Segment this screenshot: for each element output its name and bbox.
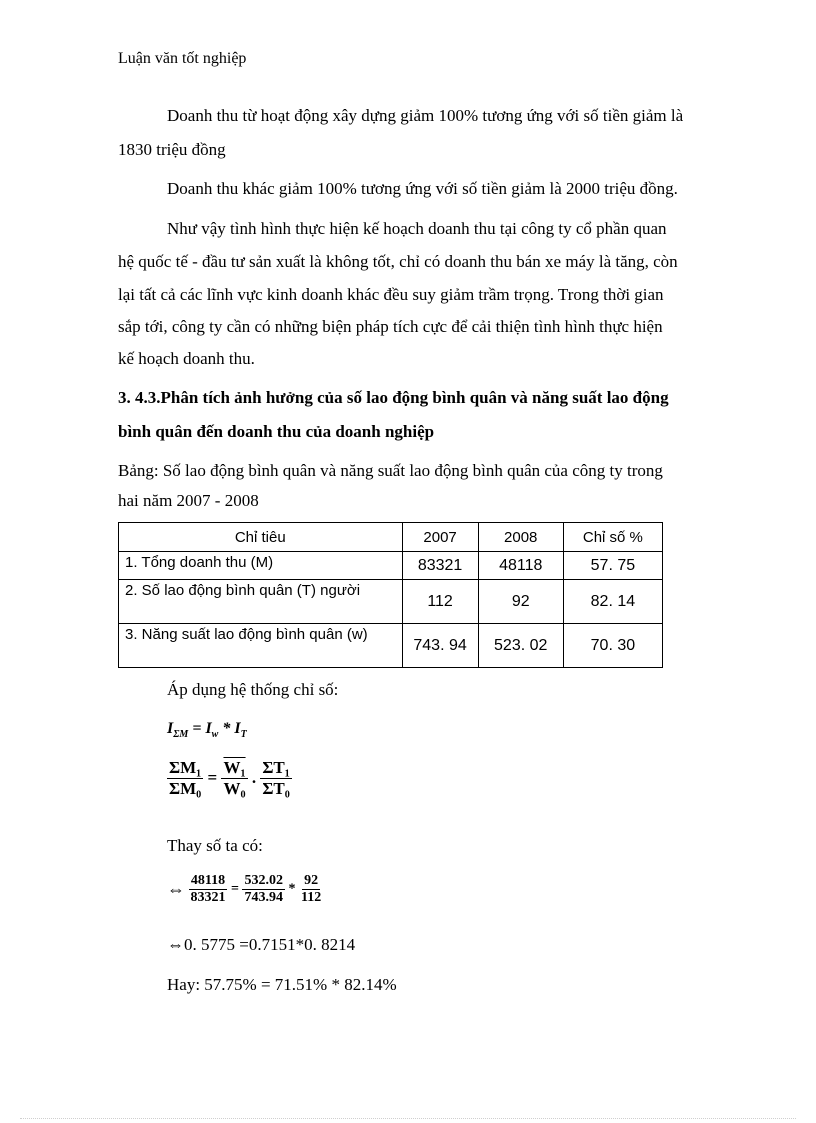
paragraph-1-line-2: 1830 triệu đồng [118, 140, 226, 159]
fraction-denominator: W₀ [223, 778, 246, 798]
paragraph-3-line-4: sắp tới, công ty cần có những biện pháp tích cực để cải thiện tình hình thực hiện [118, 317, 663, 336]
fraction-denominator: ΣT₀ [262, 778, 290, 798]
table-cell: 2. Số lao động bình quân (T) người [119, 580, 403, 624]
fraction-denominator: 743.94 [244, 890, 283, 906]
table-cell: 523. 02 [478, 624, 563, 668]
percentage-line: Hay: 57.75% = 71.51% * 82.14% [167, 975, 397, 994]
fraction-labor [299, 873, 323, 906]
header-cell-indicator: Chỉ tiêu [119, 523, 403, 552]
header-cell-index: Chỉ số % [563, 523, 662, 552]
fraction-denominator: 112 [300, 890, 322, 906]
table-cell: 112 [402, 580, 478, 624]
table-cell: 82. 14 [563, 580, 662, 624]
paragraph-3-line-3: lại tất cả các lĩnh vực kinh doanh khác đều suy giảm trầm trọng. Trong thời gian [118, 285, 664, 304]
table-cell: 1. Tổng doanh thu (M) [119, 552, 403, 580]
table-cell: 3. Năng suất lao động bình quân (w) [119, 624, 403, 668]
paragraph-3-line-2: hệ quốc tế - đầu tư sản xuất là không tốt, chỉ có doanh thu bán xe máy là tăng, còn [118, 252, 678, 271]
fraction-denominator: ΣM₀ [169, 778, 202, 798]
fraction-numerator: 92 [302, 873, 320, 890]
fraction-productivity [242, 873, 285, 906]
section-heading-line-2: bình quân đến doanh thu của doanh nghiệp [118, 422, 435, 441]
index-formula: $I_{\Sigma M} = I_w * I_T$ [167, 720, 247, 741]
fraction-numerator: 48118 [189, 873, 227, 890]
table-cell: 83321 [402, 552, 478, 580]
ratio-formula: $\frac{\text{ΣM₁}}{\text{ΣM₀}}$ = $\frac{\text{W₁}}{\text{W₀}}$ . $\frac{\text{ΣT₁}}{\text{ΣT₀}}$ [169, 758, 290, 798]
table-row [119, 580, 663, 624]
result-line [167, 935, 355, 955]
fraction-denominator: 83321 [190, 890, 226, 906]
table-cell: 48118 [478, 552, 563, 580]
fraction-revenue [189, 873, 228, 906]
substitute-label: Thay số ta có: [167, 836, 263, 855]
paragraph-3-line-1: Như vậy tình hình thực hiện kế hoạch doanh thu tại công ty cổ phần quan [167, 219, 667, 238]
table-caption-line-2: hai năm 2007 - 2008 [118, 491, 259, 510]
table-caption-line-1: Bảng: Số lao động bình quân và năng suất lao động bình quân của công ty trong [118, 461, 663, 480]
document-header: Luận văn tốt nghiệp [118, 50, 247, 67]
header-cell-2007: 2007 [402, 523, 478, 552]
equivalence-icon: ⇔ [167, 879, 185, 900]
page-bottom-divider [20, 1118, 796, 1119]
fraction-numerator: W₁ [223, 758, 246, 777]
fraction-sum-m [167, 758, 203, 798]
labor-productivity-table [118, 522, 663, 668]
fraction-numerator: ΣT₁ [262, 758, 290, 777]
table-row [119, 552, 663, 580]
fraction-numerator: 532.02 [242, 873, 285, 890]
equivalence-icon: ⇔ [167, 935, 184, 954]
fraction-sum-t [260, 758, 292, 798]
table-row [119, 624, 663, 668]
result-value: 0. 5775 =0.7151*0. 8214 [184, 935, 356, 954]
fraction-numerator: ΣM₁ [169, 758, 202, 777]
substituted-formula: ⇔ $\frac{48118}{83321}$ = $\frac{532.02}{743.94}$ * $\frac{92}{112}$ [167, 873, 322, 906]
table-cell: 57. 75 [563, 552, 662, 580]
paragraph-2: Doanh thu khác giảm 100% tương ứng với số tiền giảm là 2000 triệu đồng. [167, 179, 678, 198]
table-cell: 743. 94 [402, 624, 478, 668]
table-cell: 92 [478, 580, 563, 624]
header-cell-2008: 2008 [478, 523, 563, 552]
apply-index-label: Áp dụng hệ thống chỉ số: [167, 680, 339, 699]
table-header-row [119, 523, 663, 552]
paragraph-1-line-1: Doanh thu từ hoạt động xây dựng giảm 100% tương ứng với số tiền giảm là [167, 106, 684, 125]
fraction-w [221, 758, 247, 798]
paragraph-3-line-5: kế hoạch doanh thu. [118, 349, 255, 368]
section-heading-line-1: 3. 4.3.Phân tích ảnh hưởng của số lao động bình quân và năng suất lao động [118, 388, 669, 407]
table-cell: 70. 30 [563, 624, 662, 668]
